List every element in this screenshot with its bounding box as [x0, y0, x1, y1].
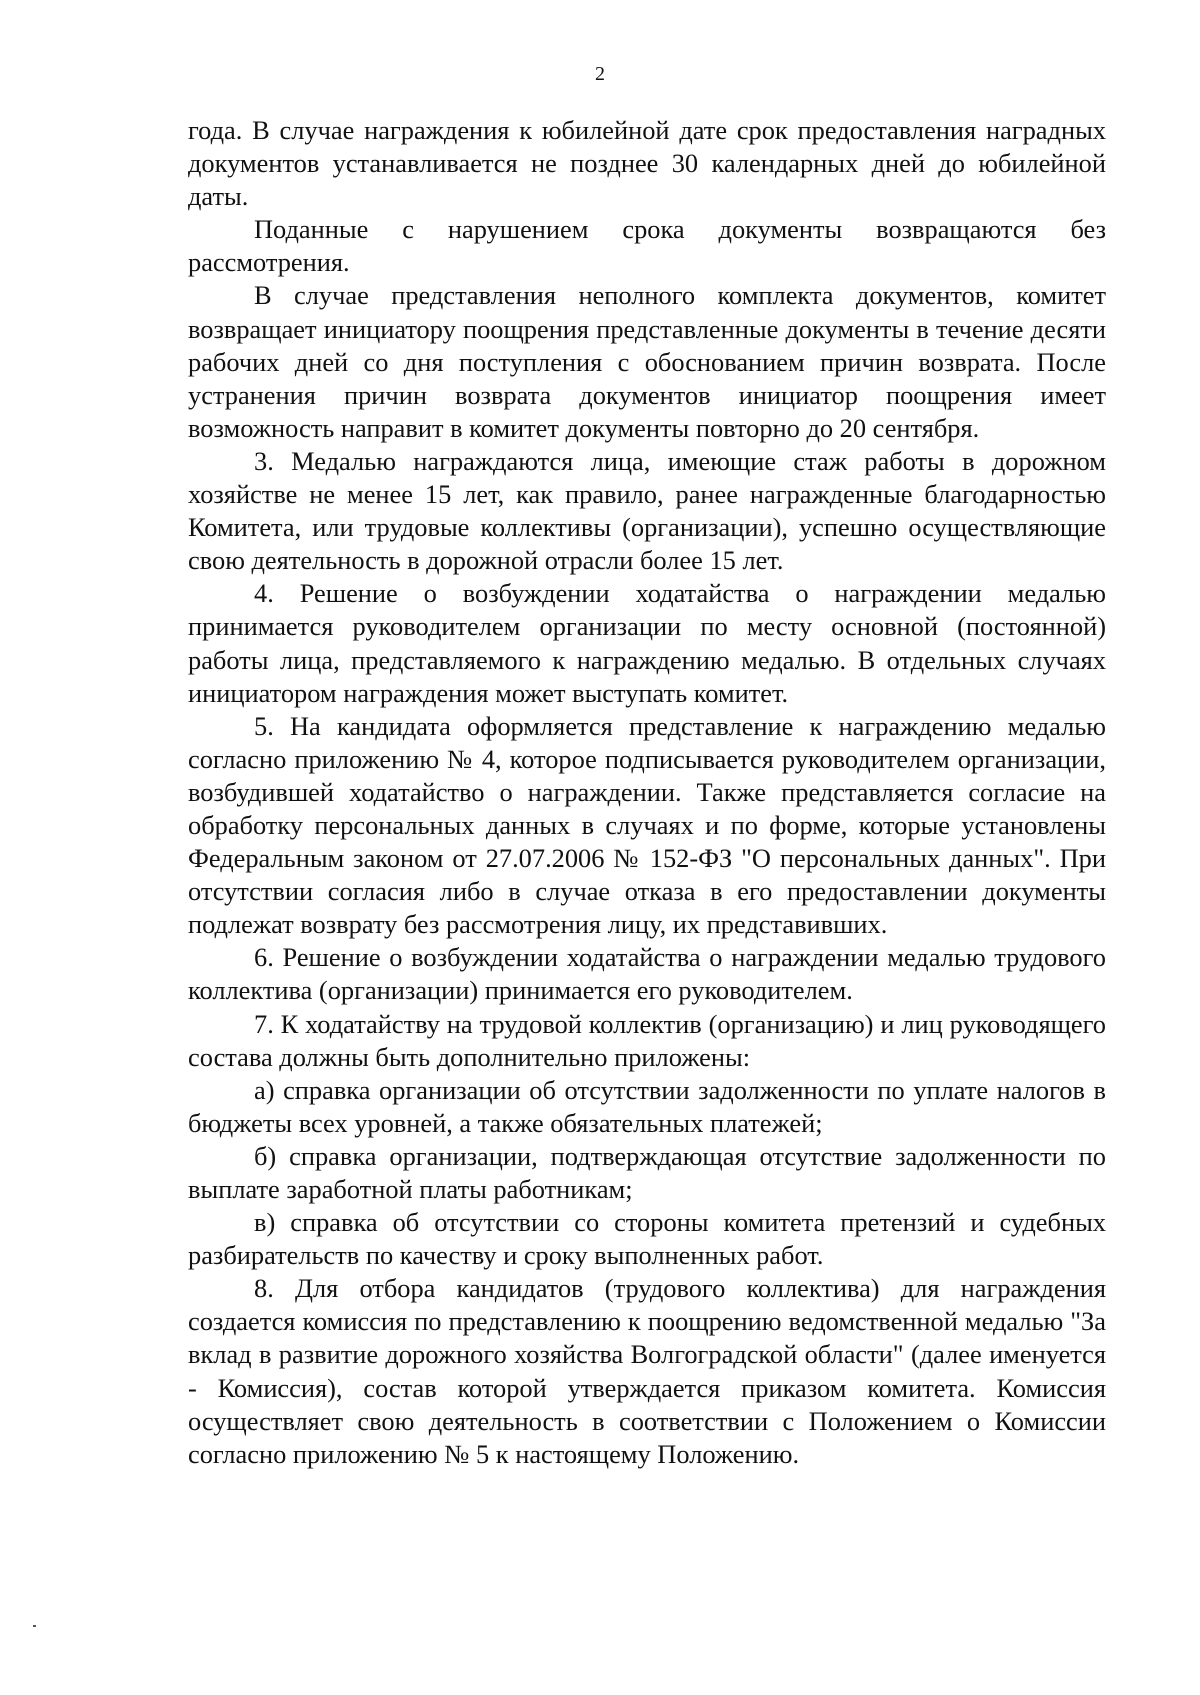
paragraph-item-3: 3. Медалью награждаются лица, имеющие стаж работы в дорожном хозяйстве не менее 15 лет, как правило, ранее награжденные благодарностью Комитета, или трудовые коллективы (организации), успешно осуществляющие свою деятельность в дорожной отрасли более 15 лет. [188, 445, 1106, 576]
page-number: 2 [595, 63, 605, 85]
paragraph-item-4: 4. Решение о возбуждении ходатайства о награждении медалью принимается руководителем организации по месту основной (постоянной) работы лица, представляемого к награждению медалью. В отдельных случаях инициатором награждения может выступать комитет. [188, 578, 1106, 708]
paragraph-item-7b: б) справка организации, подтверждающая отсутствие задолженности по выплате заработной платы работникам; [188, 1140, 1106, 1204]
paragraph-item-8: 8. Для отбора кандидатов (трудового коллектива) для награждения создается комиссия по представлению к поощрению ведомственной медалью "За вклад в развитие дорожного хозяйства Волгоградской области" (далее именуется - Комиссия), состав которой утверждается приказом комитета. Комиссия осуществляет свою деятельность в соответствии с Положением о Комиссии согласно приложению № 5 к настоящему Положению. [188, 1273, 1106, 1469]
paragraph-late-submission: Поданные с нарушением срока документы возвращаются без рассмотрения. [188, 214, 1106, 278]
paragraph-submission-deadline: года. В случае награждения к юбилейной дате срок предоставления наградных документов устанавливается не позднее 30 календарных дней до юбилейной даты. [188, 115, 1106, 212]
scan-speck [33, 1625, 36, 1627]
paragraph-item-7: 7. К ходатайству на трудовой коллектив (организацию) и лиц руководящего состава должны быть дополнительно приложены: [188, 1008, 1106, 1072]
paragraph-item-7c: в) справка об отсутствии со стороны комитета претензий и судебных разбирательств по качеству и сроку выполненных работ. [188, 1207, 1106, 1271]
document-body [188, 114, 1106, 1471]
paragraph-item-6: 6. Решение о возбуждении ходатайства о награждении медалью трудового коллектива (организации) принимается его руководителем. [188, 942, 1106, 1006]
paragraph-incomplete-documents: В случае представления неполного комплекта документов, комитет возвращает инициатору поощрения представленные документы в течение десяти рабочих дней со дня поступления с обоснованием причин возврата. После устранения причин возврата документов инициатор поощрения имеет возможность направит в комитет документы повторно до 20 сентября. [188, 280, 1106, 443]
paragraph-item-7a: а) справка организации об отсутствии задолженности по уплате налогов в бюджеты всех уровней, а также обязательных платежей; [188, 1074, 1106, 1138]
paragraph-item-5: 5. На кандидата оформляется представление к награждению медалью согласно приложению № 4, которое подписывается руководителем организации, возбудившей ходатайство о награждении. Также представляется согласие на обработку персональных данных в случаях и по форме, которые установлены Федеральным законом от 27.07.2006 № 152-ФЗ "О персональных данных". При отсутствии согласия либо в случае отказа в его предоставлении документы подлежат возврату без рассмотрения лицу, их представивших. [188, 710, 1106, 940]
